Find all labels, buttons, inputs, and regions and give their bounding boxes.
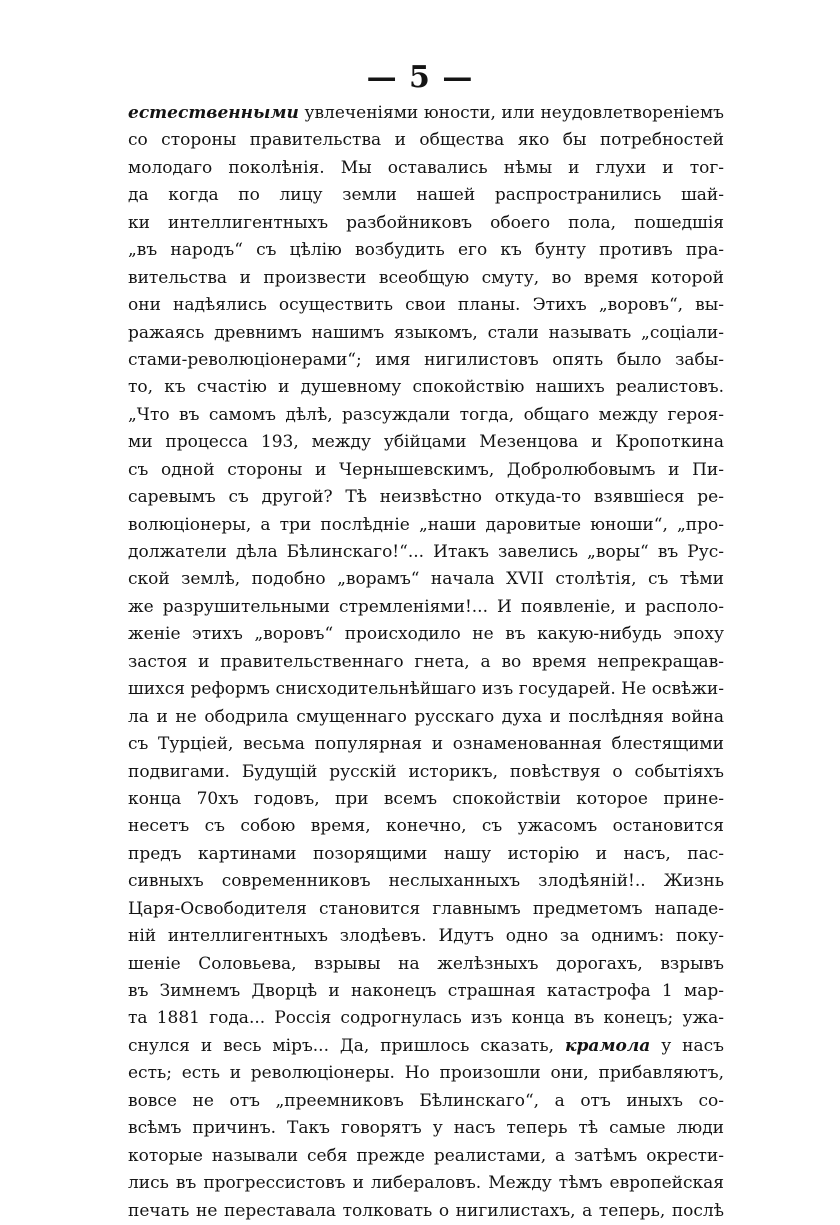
text-line: та 1881 года... Россiя содрогнулась изъ конца въ конецъ; ужа- bbox=[128, 1008, 724, 1029]
text-line: предъ картинами позорящими нашу исторiю и насъ, пас- bbox=[128, 843, 724, 864]
text-line: подвигами. Будущiй русскiй историкъ, повѣствуя о событiяхъ bbox=[128, 761, 724, 782]
text-line: вительства и произвести всеобщую смуту, во время которой bbox=[128, 267, 724, 288]
text-line: молодаго поколѣнiя. Мы оставались нѣмы и глухи и тог- bbox=[128, 157, 724, 178]
page-number: — 5 — bbox=[366, 60, 474, 95]
text-line: ской землѣ, подобно „ворамъ“ начала XVII столѣтiя, съ тѣми bbox=[128, 569, 724, 590]
text-line: со стороны правительства и общества яко бы потребностей bbox=[128, 130, 724, 151]
text-line: застоя и правительственнаго гнета, а во время непрекращав- bbox=[128, 651, 724, 672]
text-line: саревымъ съ другой? Тѣ неизвѣстно откуда-то взявшiеся ре- bbox=[128, 487, 724, 508]
text-line: ражаясь древнимъ нашимъ языкомъ, стали называть „соцiали- bbox=[128, 322, 724, 343]
text-line: ла и не ободрила смущеннаго русскаго духа и послѣдняя война bbox=[128, 706, 724, 727]
text-line: съ одной стороны и Чернышевскимъ, Добролюбовымъ и Пи- bbox=[128, 459, 724, 480]
text-line: ми процесса 193, между убiйцами Мезенцова и Кропоткина bbox=[128, 432, 724, 453]
text-line: „Что въ самомъ дѣлѣ, разсуждали тогда, общаго между героя- bbox=[128, 404, 724, 425]
text-line: лись въ прогрессистовъ и либераловъ. Между тѣмъ европейская bbox=[128, 1173, 724, 1194]
text-line: шихся реформъ снисходительнѣйшаго изъ государей. Не освѣжи- bbox=[128, 679, 724, 700]
text-line: вовсе не отъ „преемниковъ Бѣлинскаго“, а отъ иныхъ со- bbox=[128, 1090, 724, 1111]
text-line: Царя-Освободителя становится главнымъ предметомъ нападе- bbox=[128, 898, 724, 919]
text-line: снулся и весь мiръ... Да, пришлось сказать, крамола у насъ bbox=[128, 1035, 724, 1056]
text-line: же разрушительными стремленiями!... И появленiе, и располо- bbox=[128, 596, 724, 617]
text-line: волюцiонеры, а три послѣднiе „наши даровитые юноши“, „про- bbox=[128, 514, 724, 535]
text-line: конца 70хъ годовъ, при всемъ спокойствiи которое прине- bbox=[128, 788, 724, 809]
text-line: да когда по лицу земли нашей распространились шай- bbox=[128, 185, 724, 206]
text-line: несетъ съ собою время, конечно, съ ужасомъ остановится bbox=[128, 816, 724, 837]
text-line: „въ народъ“ съ цѣлiю возбудить его къ бунту противъ пра- bbox=[128, 240, 724, 261]
text-line: они надѣялись осуществить свои планы. Этихъ „воровъ“, вы- bbox=[128, 295, 724, 316]
text-line: должатели дѣла Бѣлинскаго!“... Итакъ завелись „воры“ въ Рус- bbox=[128, 542, 724, 562]
text-line: съ Турцiей, весьма популярная и ознаменованная блестящими bbox=[128, 734, 724, 755]
text-line: есть; есть и революцiонеры. Но произошли они, прибавляютъ, bbox=[128, 1063, 724, 1084]
text-line: всѣмъ причинъ. Такъ говорятъ у насъ теперь тѣ самые люди bbox=[128, 1118, 724, 1139]
text-line: то, къ счастiю и душевному спокойствiю нашихъ реалистовъ. bbox=[128, 377, 724, 398]
text-line: естественными увлеченiями юности, или неудовлетворенiемъ bbox=[128, 103, 724, 123]
text-line: въ Зимнемъ Дворцѣ и наконецъ страшная катастрофа 1 мар- bbox=[128, 981, 724, 1001]
body-text bbox=[128, 100, 724, 1225]
text-line: которые называли себя прежде реалистами, а затѣмъ окрести- bbox=[128, 1145, 724, 1166]
text-line: женiе этихъ „воровъ“ происходило не въ какую-нибудь эпоху bbox=[128, 624, 724, 645]
text-line: шенiе Соловьева, взрывы на желѣзныхъ дорогахъ, взрывъ bbox=[128, 953, 724, 974]
text-line: нiй интеллигентныхъ злодѣевъ. Идутъ одно за однимъ: поку- bbox=[128, 926, 724, 947]
text-line: сивныхъ современниковъ неслыханныхъ злодѣянiй!.. Жизнь bbox=[128, 871, 724, 892]
text-line: печать не переставала толковать о нигилистахъ, а теперь, послѣ bbox=[128, 1200, 724, 1221]
text-line: стами-революцiонерами“; имя нигилистовъ опять было забы- bbox=[128, 349, 724, 370]
text-line: ки интеллигентныхъ разбойниковъ обоего пола, пошедшiя bbox=[128, 212, 724, 233]
